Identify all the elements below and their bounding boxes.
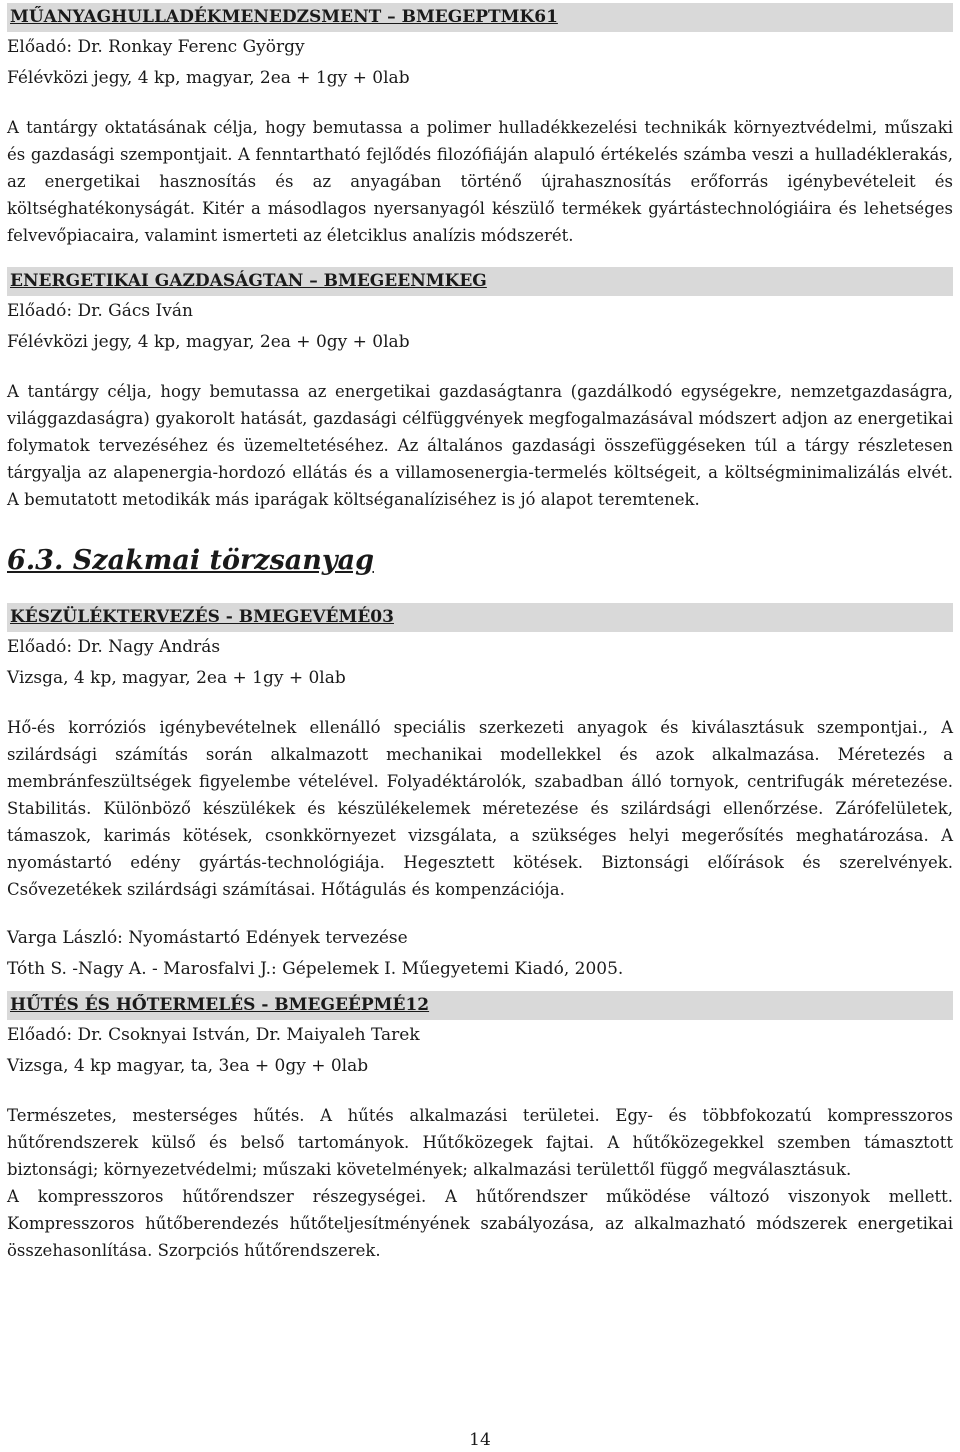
document-page xyxy=(7,3,953,1264)
literature-reference: Tóth S. -Nagy A. - Marosfalvi J.: Gépelemek I. Műegyetemi Kiadó, 2005. xyxy=(7,959,624,979)
course-requirements: Félévközi jegy, 4 kp, magyar, 2ea + 0gy + 0lab xyxy=(7,332,410,352)
section-title: 6.3. Szakmai törzsanyag xyxy=(7,545,374,576)
course-requirements: Vizsga, 4 kp magyar, ta, 3ea + 0gy + 0lab xyxy=(7,1056,369,1076)
course-lecturer: Előadó: Dr. Nagy András xyxy=(7,637,221,657)
course-title: ENERGETIKAI GAZDASÁGTAN – BMEGEENMKEG xyxy=(7,267,953,296)
literature-reference: Varga László: Nyomástartó Edények tervezése xyxy=(7,928,408,948)
course-description: A tantárgy oktatásának célja, hogy bemutassa a polimer hulladékkezelési technikák környeztvédelmi, műszaki és gazdasági szempontjait. A fenntartható fejlődés filozófiáján alapuló értékelés számba veszi a hulladéklerakás, az energetikai hasznosítás és az anyagában történő újrahasznosítás erőforrás igénybevételeit és költséghatékonyságát. Kitér a másodlagos nyersanyagól készülő termékek gyártástechnológiáira és lehetséges felvevőpiacaira, valamint ismerteti az életciklus analízis módszerét. xyxy=(7,118,953,245)
course-title: KÉSZÜLÉKTERVEZÉS - BMEGEVÉMÉ03 xyxy=(7,603,953,632)
course-lecturer: Előadó: Dr. Csoknyai István, Dr. Maiyaleh Tarek xyxy=(7,1025,420,1045)
course-description: A tantárgy célja, hogy bemutassa az energetikai gazdaságtanra (gazdálkodó egységekre, nemzetgazdaságra, világgazdaságra) gyakorolt hatását, gazdasági célfüggvények megfogalmazásával módszert adjon az energetikai folymatok tervezéséhez és üzemeltetéséhez. Az általános gazdasági összefüggéseken túl a tárgy részletesen tárgyalja az alapenergia-hordozó ellátás és a villamosenergia-termelés költségeit, a költségminimalizálás elvét. A bemutatott metodikák más iparágak költséganalíziséhez is jó alapot teremtenek. xyxy=(7,382,953,509)
course-lecturer: Előadó: Dr. Ronkay Ferenc György xyxy=(7,37,305,57)
course-title: MŰANYAGHULLADÉKMENEDZSMENT – BMEGEPTMK61 xyxy=(7,3,953,32)
page-number: 14 xyxy=(469,1430,491,1450)
course-lecturer: Előadó: Dr. Gács Iván xyxy=(7,301,193,321)
course-requirements: Vizsga, 4 kp, magyar, 2ea + 1gy + 0lab xyxy=(7,668,346,688)
course-description: Természetes, mesterséges hűtés. A hűtés alkalmazási területei. Egy- és többfokozatú kompresszoros hűtőrendszerek külső és belső tartományok. Hűtőközegek fajtai. A hűtőközegekkel szemben támasztott biztonsági; környezetvédelmi; műszaki követelmények; alkalmazási területtől függő megválasztásuk. xyxy=(7,1106,953,1179)
course-requirements: Félévközi jegy, 4 kp, magyar, 2ea + 1gy + 0lab xyxy=(7,68,410,88)
course-title: HŰTÉS ÉS HŐTERMELÉS - BMEGEÉPMÉ12 xyxy=(7,991,953,1020)
course-description: Hő-és korróziós igénybevételnek ellenálló speciális szerkezeti anyagok és kiválasztásuk szempontjai., A szilárdsági számítás során alkalmazott mechanikai modellekkel és azok alkalmazása. Méretezés a membránfeszültségek figyelembe vételével. Folyadéktárolók, szabadban álló tornyok, centrifugák méretezése. Stabilitás. Különböző készülékek és készülékelemek méretezése és szilárdsági ellenőrzése. Zárófelületek, támaszok, karimás kötések, csonkkörnyezet vizsgálata, a szükséges helyi megerősítés meghatározása. A nyomástartó edény gyártás-technológiája. Hegesztett kötések. Biztonsági előírások és szerelvények. Csővezetékek szilárdsági számításai. Hőtágulás és kompenzációja. xyxy=(7,718,953,899)
course-description: A kompresszoros hűtőrendszer részegységei. A hűtőrendszer működése változó viszonyok mellett. Kompresszoros hűtőberendezés hűtőteljesítményének szabályozása, az alkalmazható módszerek energetikai összehasonlítása. Szorpciós hűtőrendszerek. xyxy=(7,1187,953,1260)
